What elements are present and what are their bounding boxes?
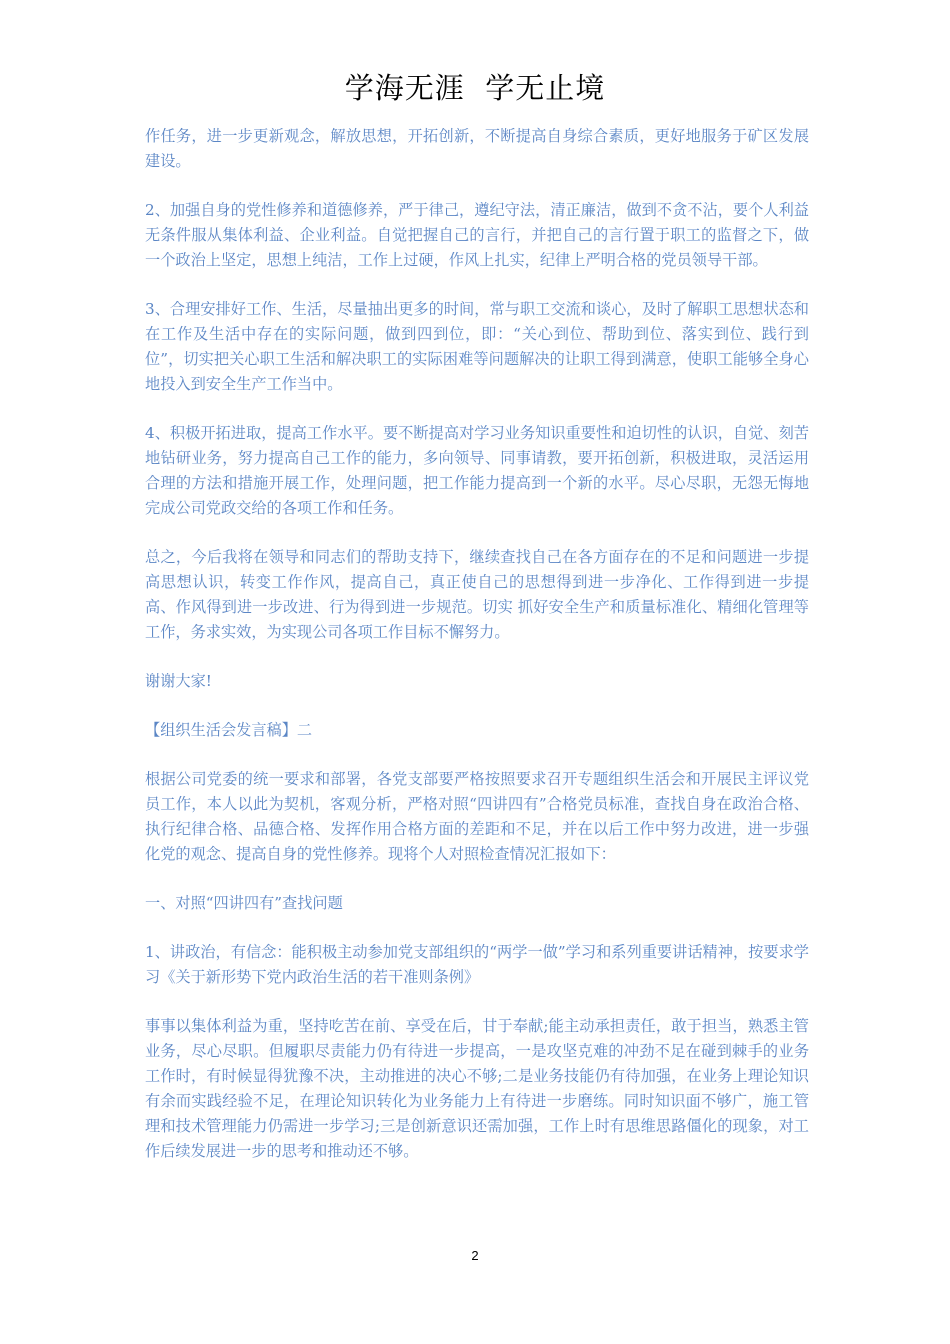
- paragraph: 2、加强自身的党性修养和道德修养，严于律己，遵纪守法，清正廉洁，做到不贪不沾，要个人利益无条件服从集体利益、企业利益。自觉把握自己的言行，并把自己的言行置于职工的监督之下，做一个政治上坚定，思想上纯洁，工作上过硬，作风上扎实，纪律上严明合格的党员领导干部。: [145, 201, 809, 269]
- closing-thanks: 谢谢大家!: [145, 672, 212, 690]
- section-title: 【组织生活会发言稿】二: [145, 721, 313, 739]
- section-heading: 一、对照“四讲四有”查找问题: [145, 894, 343, 912]
- paragraph: 总之，今后我将在领导和同志们的帮助支持下，继续查找自己在各方面存在的不足和问题进一步提高思想认识，转变工作作风，提高自己，真正使自己的思想得到进一步净化、工作得到进一步提高、作风得到进一步改进、行为得到进一步规范。切实 抓好安全生产和质量标准化、精细化管理等工作，务求实效，为实现公司各项工作目标不懈努力。: [145, 548, 809, 641]
- paragraph: 作任务，进一步更新观念，解放思想，开拓创新，不断提高自身综合素质，更好地服务于矿区发展建设。: [145, 127, 809, 170]
- paragraph: 4、积极开拓进取，提高工作水平。要不断提高对学习业务知识重要性和迫切性的认识，自觉、刻苦地钻研业务，努力提高自己工作的能力，多向领导、同事请教，要开拓创新，积极进取，灵活运用合理的方法和措施开展工作，处理问题，把工作能力提高到一个新的水平。尽心尽职，无怨无悔地完成公司党政交给的各项工作和任务。: [145, 424, 809, 517]
- paragraph: 1、讲政治，有信念：能积极主动参加党支部组织的“两学一做”学习和系列重要讲话精神，按要求学习《关于新形势下党内政治生活的若干准则条例》: [145, 943, 809, 986]
- page-header-title: 学海无涯 学无止境: [344, 71, 606, 105]
- paragraph: 3、合理安排好工作、生活，尽量抽出更多的时间，常与职工交流和谈心，及时了解职工思想状态和在工作及生活中存在的实际问题，做到四到位，即：“关心到位、帮助到位、落实到位、践行到位”，切实把关心职工生活和解决职工的实际困难等问题解决的让职工得到满意，使职工能够全身心地投入到安全生产工作当中。: [145, 300, 809, 393]
- page-number: 2: [471, 1248, 479, 1263]
- paragraph: 事事以集体利益为重，坚持吃苦在前、享受在后，甘于奉献;能主动承担责任，敢于担当，熟悉主管业务，尽心尽职。但履职尽责能力仍有待进一步提高，一是攻坚克难的冲劲不足在碰到棘手的业务工作时，有时候显得犹豫不决，主动推进的决心不够;二是业务技能仍有待加强，在业务上理论知识有余而实践经验不足，在理论知识转化为业务能力上有待进一步磨练。同时知识面不够广，施工管理和技术管理能力仍需进一步学习;三是创新意识还需加强，工作上时有思维思路僵化的现象，对工作后续发展进一步的思考和推动还不够。: [145, 1017, 809, 1160]
- paragraph: 根据公司党委的统一要求和部署，各党支部要严格按照要求召开专题组织生活会和开展民主评议党员工作，本人以此为契机，客观分析，严格对照“四讲四有”合格党员标准，查找自身在政治合格、执行纪律合格、品德合格、发挥作用合格方面的差距和不足，并在以后工作中努力改进，进一步强化党的观念、提高自身的党性修养。现将个人对照检查情况汇报如下：: [145, 770, 809, 863]
- document-body: [145, 124, 809, 1188]
